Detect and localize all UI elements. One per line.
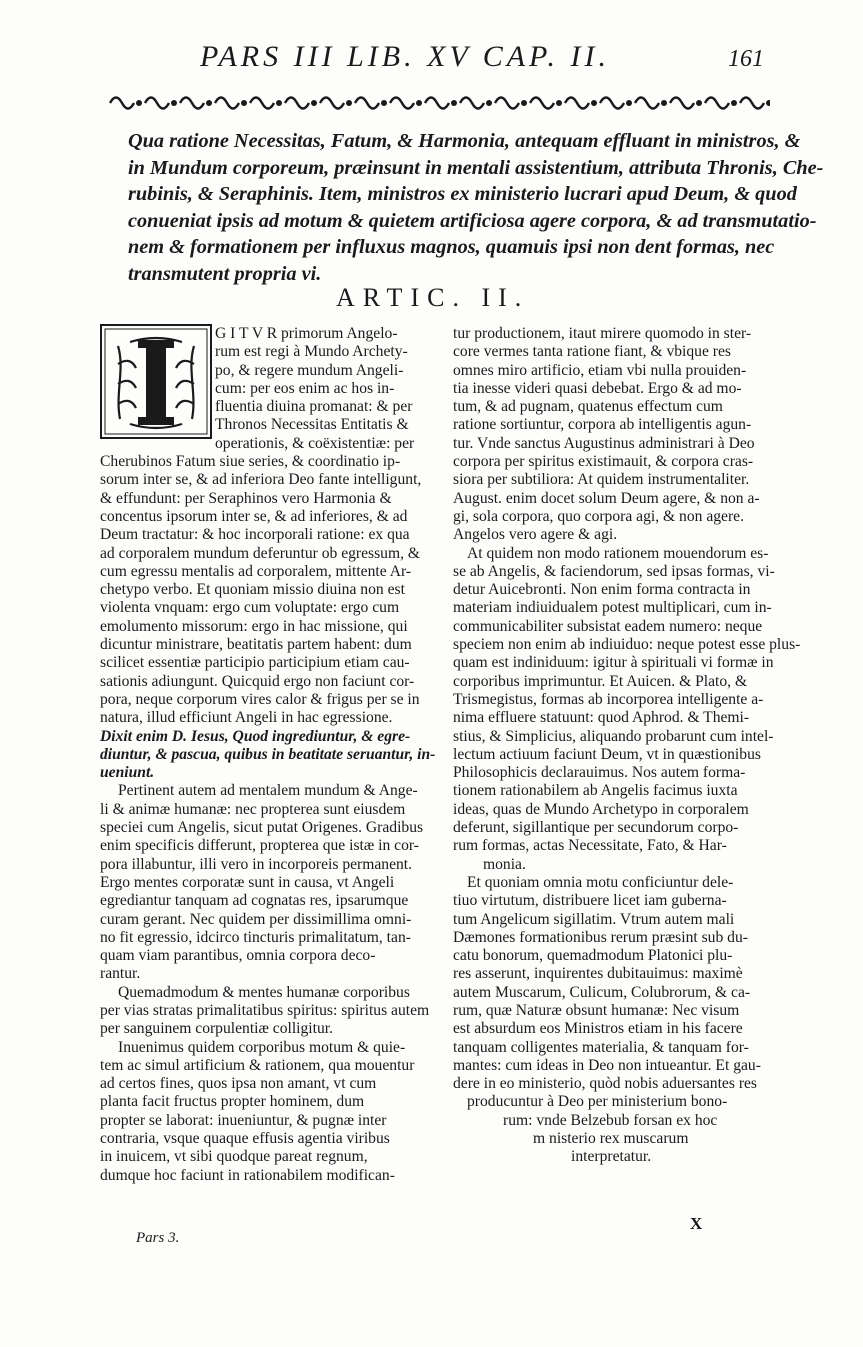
fleuron-mark — [425, 98, 449, 109]
text-line: cum egressu mentalis ad corporalem, mittente Ar- — [100, 562, 412, 580]
text-line: planta facit fructus propter hominem, dum — [100, 1093, 365, 1111]
text-line: interpretatur. — [571, 1148, 652, 1166]
text-line: diuntur, & pascua, quibus in beatitate seruantur, in- — [100, 745, 436, 763]
fleuron-mark — [110, 98, 134, 109]
text-line: siora per subtiliora: At quidem instrumentaliter. — [453, 471, 750, 489]
fleuron-dot — [276, 100, 282, 106]
text-line: Inuenimus quidem corporibus motum & quie- — [118, 1038, 406, 1056]
fleuron-dot — [451, 100, 457, 106]
text-line: ratione sortiuntur, corpora ab intelligentis agun- — [453, 416, 752, 434]
text-line: dumque hoc faciunt in rationabilem modifican- — [100, 1166, 395, 1184]
text-line: rantur. — [100, 965, 141, 983]
text-line: materiam indiuidualem potest multiplicari, cum in- — [453, 599, 772, 617]
text-line: rum formas, actas Necessitate, Fato, & Har- — [453, 837, 727, 855]
text-line: Thronos Necessitas Entitatis & — [215, 416, 409, 434]
text-line: in inuicem, vt sibi quodque pareat regnum, — [100, 1148, 368, 1166]
text-line: detur Auicebronti. Non enim forma contracta in — [453, 581, 751, 599]
text-line: Deum tractatur: & hoc incorporali ratione: ex qua — [100, 526, 410, 544]
left-column — [100, 325, 436, 1185]
text-line: At quidem non modo rationem mouendorum es- — [467, 544, 769, 562]
text-line: monia. — [483, 855, 526, 873]
fleuron-mark — [670, 98, 694, 109]
fleuron-dot — [416, 100, 422, 106]
text-line: scilicet essentiæ participio participium etiam cau- — [100, 654, 410, 672]
text-line: autem Muscarum, Culicum, Colubrorum, & ca- — [453, 983, 751, 1001]
fleuron-mark — [355, 98, 379, 109]
fleuron-mark — [250, 98, 274, 109]
fleuron-dot — [696, 100, 702, 106]
text-line: tanquam colligentes materialia, & tanquam for- — [453, 1038, 749, 1056]
text-line: corporibus imprimuntur. Et Auicen. & Plato, & — [453, 672, 748, 690]
text-line: per sanguinem corpulentiæ colligitur. — [100, 1020, 333, 1038]
text-line: no fit egressio, idcirco tincturis primalitatum, tan- — [100, 928, 411, 946]
text-line: egrediantur tanquam ad cognatas res, ipsarumque — [100, 892, 409, 910]
text-line: natura, illud efficiunt Angeli in hac egressione. — [100, 709, 393, 727]
text-line: tum, & ad pugnam, quatenus effectum cum — [453, 398, 723, 416]
fleuron-mark — [215, 98, 239, 109]
text-line: speciei cum Angelis, sicut putat Origenes. Gradibus — [100, 819, 424, 837]
text-line: per vias stratas primalitatibus spiritus: spiritus autem — [100, 1001, 430, 1019]
summary-line: nem & formationem per influxus magnos, quamuis ipsi non dent formas, nec — [128, 236, 775, 259]
fleuron-mark — [565, 98, 589, 109]
text-line: pora, neque corporum vires calor & frigus per se in — [100, 690, 420, 708]
text-line: po, & regere mundum Angeli- — [215, 361, 404, 379]
text-line: tiuo virtutum, distribuere licet iam guberna- — [453, 892, 727, 910]
fleuron-mark — [705, 98, 729, 109]
fleuron-mark — [635, 98, 659, 109]
catchword: X — [690, 1214, 703, 1233]
text-line: gi, sola corpora, quo corpora agi, & non agere. — [453, 507, 744, 525]
running-title: PARS III LIB. XV CAP. II. — [200, 40, 610, 73]
fleuron-band-icon — [100, 88, 770, 118]
text-line: curam gerant. Nec quidem per dissimillima omni- — [100, 910, 412, 928]
text-line: pora illabuntur, illi vero in incorporeis permanent. — [100, 855, 413, 873]
text-line: sationis adiungunt. Quicquid ergo non faciunt cor- — [100, 672, 415, 690]
text-line: Quemadmodum & mentes humanæ corporibus — [118, 983, 410, 1001]
fleuron-mark — [145, 98, 169, 109]
text-line: & effundunt: per Seraphinos vero Harmonia & — [100, 489, 392, 507]
fleuron-mark — [740, 98, 764, 109]
fleuron-dot — [381, 100, 387, 106]
summary-line: transmutent propria vi. — [128, 262, 322, 285]
signature-mark: Pars 3. — [136, 1230, 180, 1246]
text-line: rum est regi à Mundo Archety- — [215, 343, 408, 361]
text-line: ideas, quas de Mundo Archetypo in corporalem — [453, 800, 749, 818]
text-line: contraria, vsque quaque effusis agentia viribus — [100, 1130, 390, 1148]
text-line: August. enim docet solum Deum agere, & non a- — [453, 489, 760, 507]
fleuron-mark — [180, 98, 204, 109]
right-column — [453, 325, 801, 1167]
chapter-summary — [128, 128, 824, 288]
fleuron-dot — [731, 100, 737, 106]
text-line: violenta vnquam: ergo cum voluptate: ergo cum — [100, 599, 400, 617]
fleuron-dot — [521, 100, 527, 106]
text-line: Dæmones formationibus rerum præsint sub du- — [453, 928, 748, 946]
fleuron-dot — [766, 100, 770, 106]
text-line: quam est indiniduum: igitur à spirituali vi formæ in — [453, 654, 774, 672]
fleuron-mark — [390, 98, 414, 109]
fleuron-mark — [530, 98, 554, 109]
text-line: stius, & Simplicius, aliquando probarunt cum intel- — [453, 727, 774, 745]
fleuron-mark — [320, 98, 344, 109]
text-line: catu bonorum, quemadmodum Platonici plu- — [453, 947, 733, 965]
text-line: fluentia diuina promanat: & per — [215, 398, 413, 416]
text-line: nima effluere statuunt: quod Aphrod. & Themi- — [453, 709, 750, 727]
text-line: se ab Angelis, & faciendorum, sed ipsas formas, vi- — [453, 562, 775, 580]
article-heading: ARTIC. II. — [336, 283, 530, 312]
text-line: propter se laborat: inueniuntur, & pugnæ inter — [100, 1111, 387, 1129]
fleuron-dot — [556, 100, 562, 106]
text-line: Philosophicis declarauimus. Nos autem forma- — [453, 764, 746, 782]
fleuron-dot — [486, 100, 492, 106]
fleuron-dot — [591, 100, 597, 106]
text-line: tia inesse videri quasi debebat. Ergo & ad mo- — [453, 379, 742, 397]
text-line: dicuntur ministrare, beatitatis partem habent: dum — [100, 636, 412, 654]
text-line: Dixit enim D. Iesus, Quod ingrediuntur, & egre- — [100, 727, 411, 745]
text-line: ad corporalem mundum deferuntur ob egressum, & — [100, 544, 421, 562]
text-line: tum Angelicum sigillatim. Vtrum autem mali — [453, 910, 735, 928]
text-line: sorum inter se, & ad inferiora Deo fante intelligunt, — [100, 471, 422, 489]
fleuron-dot — [661, 100, 667, 106]
text-line: deferunt, sigillantique per secundorum corpo- — [453, 819, 739, 837]
text-line: enim specificis differunt, propterea que istæ in cor- — [100, 837, 419, 855]
text-line: corpora per spiritus existimauit, & corpora cras- — [453, 453, 754, 471]
fleuron-dot — [346, 100, 352, 106]
text-line: m nisterio rex muscarum — [533, 1130, 689, 1148]
fleuron-dot — [626, 100, 632, 106]
text-line: ad certos fines, quos ipsa non amant, vt cum — [100, 1075, 377, 1093]
text-line: Pertinent autem ad mentalem mundum & Ange- — [118, 782, 418, 800]
summary-line: Qua ratione Necessitas, Fatum, & Harmonia, antequam effluant in ministros, & — [128, 130, 801, 152]
text-line: tur productionem, itaut mirere quomodo in ster- — [453, 325, 752, 342]
text-line: tem ac simul artificium & rationem, qua mouentur — [100, 1056, 415, 1074]
text-line: communicabiliter subsistat eadem numero: neque — [453, 617, 763, 635]
text-line: G I T V R primorum Angelo- — [215, 325, 398, 342]
text-line: li & animæ humanæ: nec propterea sunt eiusdem — [100, 800, 406, 818]
text-line: ueniunt. — [100, 764, 155, 782]
text-line: res asserunt, inquirentes dubitauimus: maximè — [453, 965, 743, 983]
fleuron-mark — [460, 98, 484, 109]
text-line: lectum actiuum faciunt Deum, vt in quæstionibus — [453, 745, 761, 763]
fleuron-dot — [241, 100, 247, 106]
fleuron-dot — [311, 100, 317, 106]
text-line: est absurdum eos Ministros etiam in his facere — [453, 1020, 743, 1038]
text-line: Trismegistus, formas ab incorporea intelligente a- — [453, 690, 764, 708]
fleuron-dot — [171, 100, 177, 106]
text-line: Ergo mentes corporatæ sunt in causa, vt Angeli — [100, 873, 395, 891]
fleuron-dot — [206, 100, 212, 106]
text-line: Angelos vero agere & agi. — [453, 526, 618, 544]
page-number: 161 — [728, 46, 764, 72]
text-line: tionem rationabilem ab Angelis facimus iuxta — [453, 782, 738, 800]
fleuron-mark — [285, 98, 309, 109]
text-line: omnes miro artificio, etiam vbi nulla prouiden- — [453, 361, 747, 379]
summary-line: conueniat ipsis ad motum & quietem artificiosa agere corpora, & ad transmutatio- — [128, 209, 817, 232]
text-line: concentus ipsorum inter se, & ad inferiores, & ad — [100, 507, 408, 525]
fleuron-dot — [136, 100, 142, 106]
text-line: tur. Vnde sanctus Augustinus administrari à Deo — [453, 434, 755, 452]
text-line: quam viam parantibus, omnia corpora deco- — [100, 947, 376, 965]
text-line: core vermes tanta ratione fiant, & vbique res — [453, 343, 731, 361]
text-line: dere in eo ministerio, quòd nobis aduersantes res — [453, 1075, 758, 1093]
text-line: Et quoniam omnia motu conficiuntur dele- — [467, 873, 734, 891]
text-line: Cherubinos Fatum siue series, & coordinatio ip- — [100, 453, 401, 471]
fleuron-mark — [495, 98, 519, 109]
text-line: operationis, & coëxistentiæ: per — [215, 434, 415, 452]
text-line: rum: vnde Belzebub forsan ex hoc — [503, 1111, 718, 1129]
fleuron-mark — [600, 98, 624, 109]
text-line: mantes: cum ideas in Deo non intueantur. Et gau- — [453, 1056, 761, 1074]
text-line: emolumento missorum: ergo in hac missione, qui — [100, 617, 408, 635]
text-line: producuntur à Deo per ministerium bono- — [467, 1093, 728, 1111]
text-line: speciem non enim ab indiuiduo: neque potest esse plus- — [453, 636, 801, 654]
text-line: cum: per eos enim ac hos in- — [215, 379, 395, 397]
summary-line: in Mundum corporeum, præinsunt in mentali assistentium, attributa Thronis, Che- — [128, 156, 824, 179]
summary-line: rubinis, & Seraphinis. Item, ministros ex ministerio lucrari apud Deum, & quod — [128, 183, 797, 206]
text-line: chetypo verbo. Et quoniam missio diuina non est — [100, 581, 405, 599]
text-line: rum, quæ Naturæ obsunt humanæ: Nec visum — [453, 1001, 740, 1019]
